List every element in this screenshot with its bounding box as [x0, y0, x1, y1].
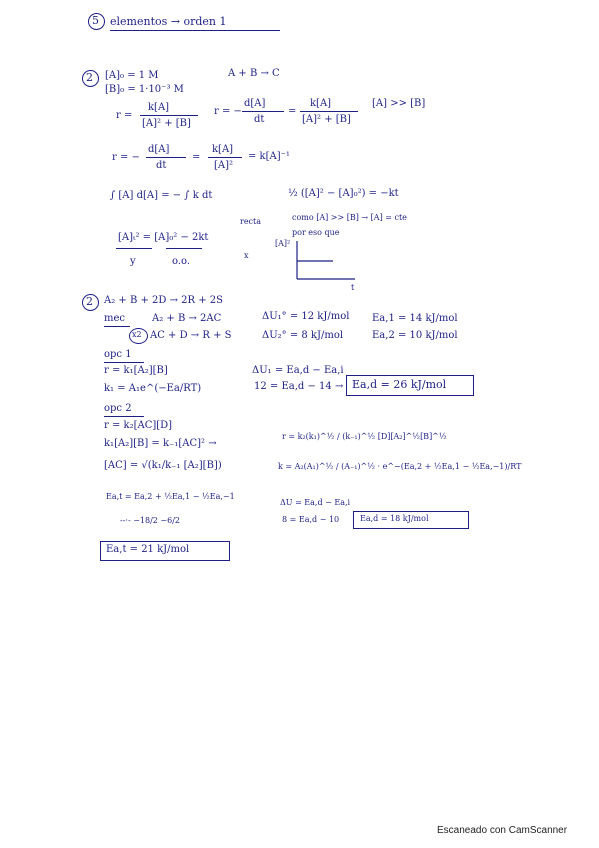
rate-line2-num2: k[A]	[212, 144, 234, 155]
rate-eq2-num2: k[A]	[310, 98, 332, 109]
rate-eq2-bar2	[300, 111, 358, 112]
sketch-plot	[285, 237, 360, 292]
rate-eq1-lhs: r =	[116, 110, 133, 121]
rate-eq1-den: [A]² + [B]	[142, 118, 191, 129]
reaction-1: A + B → C	[228, 68, 280, 79]
opc1-k: k₁ = A₁e^(−Ea/RT)	[104, 383, 202, 394]
opc2-rate2: r = k₂(k₁)^½ / (k₋₁)^½ [D][A₂]^½[B]^½	[282, 432, 447, 441]
final-eq-1: [A]ₜ² = [A]₀² − 2kt	[118, 232, 209, 243]
note-recta: recta	[240, 217, 262, 226]
opc1-label: opc 1	[104, 349, 132, 360]
rate-eq2-den2: [A]² + [B]	[302, 114, 351, 125]
opc2-k: k = A₂(A₁)^½ / (A₋₁)^½ · e^−(Ea,2 + ½Ea,1 − ½Ea,−1)/RT	[278, 462, 522, 471]
opc2-underline	[104, 416, 144, 417]
rate-eq2-den: dt	[254, 114, 265, 125]
rate-line2-eq: =	[192, 152, 201, 163]
rate-line2-den2: [A]²	[214, 160, 234, 171]
label-x: x	[244, 251, 249, 260]
plot-xlabel: t	[351, 283, 355, 292]
rate-line2-bar	[146, 157, 186, 158]
header-underline	[110, 30, 280, 31]
step2-du: ΔU₂° = 8 kJ/mol	[262, 330, 344, 341]
problem-number: 5	[92, 14, 99, 27]
header-title: elementos → orden 1	[110, 15, 227, 28]
opc2-calc: 8 = Ea,d − 10	[282, 515, 340, 524]
rate-line2-num: d[A]	[148, 144, 170, 155]
rate-eq1-bar	[140, 115, 198, 116]
label-y: y	[130, 256, 136, 267]
underline-y	[116, 248, 152, 249]
opc2-label: opc 2	[104, 403, 132, 414]
underline-oo	[166, 248, 202, 249]
init-a: [A]₀ = 1 M	[105, 70, 159, 81]
rate-eq2-lhs: r = −	[214, 106, 242, 117]
note-condition: como [A] >> [B] → [A] = cte	[292, 213, 407, 222]
rate-eq2-num: d[A]	[244, 98, 266, 109]
label-oo: o.o.	[172, 256, 191, 267]
step1: A₂ + B → 2AC	[152, 313, 222, 324]
reaction-2: A₂ + B + 2D → 2R + 2S	[104, 295, 224, 306]
opc1-calc: 12 = Ea,d − 14 →	[254, 381, 344, 392]
rate-eq2-mid: =	[288, 106, 297, 117]
mec-label: mec	[104, 313, 126, 324]
condition-a-gg-b: [A] >> [B]	[372, 98, 426, 109]
opc2-du: ΔU = Ea,d − Ea,i	[280, 498, 351, 507]
rate-line2-bar2	[208, 157, 242, 158]
init-b: [B]₀ = 1·10⁻³ M	[105, 84, 184, 95]
opc2-equilibrium: k₁[A₂][B] = k₋₁[AC]² →	[104, 438, 217, 449]
integral-rhs: ½ ([A]² − [A]₀²) = −kt	[288, 188, 399, 199]
step2-ea: Ea,2 = 10 kJ/mol	[372, 330, 458, 341]
step1-du: ΔU₁° = 12 kJ/mol	[262, 311, 350, 322]
final-result: Ea,t = 21 kJ/mol	[106, 544, 190, 555]
camscanner-watermark: Escaneado con CamScanner	[437, 825, 568, 836]
step1-ea: Ea,1 = 14 kJ/mol	[372, 313, 458, 324]
step2: AC + D → R + S	[150, 330, 232, 341]
rate-line2-den: dt	[156, 160, 167, 171]
mec-underline	[104, 326, 130, 327]
opc1-rate: r = k₁[A₂][B]	[104, 365, 168, 376]
rate-line2-lhs: r = −	[112, 152, 140, 163]
opc2-rate: r = k₂[AC][D]	[104, 420, 173, 431]
opc2-ac: [AC] = √(k₁/k₋₁ [A₂][B])	[104, 460, 222, 471]
opc2-eat: Ea,t = Ea,2 + ½Ea,1 − ½Ea,−1	[106, 492, 235, 501]
rate-eq1-num: k[A]	[148, 102, 170, 113]
section2-number: 2	[86, 295, 93, 308]
rate-eq2-bar	[242, 111, 284, 112]
opc1-underline	[104, 362, 144, 363]
integral-lhs: ∫ [A] d[A] = − ∫ k dt	[110, 190, 213, 201]
opc2-fraction: --·- −18/2 −6/2	[120, 516, 180, 525]
section1-number: 2	[86, 71, 93, 84]
opc1-result: Ea,d = 26 kJ/mol	[352, 378, 447, 391]
plot-ylabel: [A]²	[275, 239, 291, 248]
rate-line2-rhs: = k[A]⁻¹	[248, 151, 290, 162]
note-condition-2: por eso que	[292, 228, 340, 237]
opc1-du: ΔU₁ = Ea,d − Ea,i	[252, 365, 344, 376]
step2-tag: x2	[132, 330, 142, 339]
opc2-result: Ea,d = 18 kJ/mol	[360, 514, 429, 523]
